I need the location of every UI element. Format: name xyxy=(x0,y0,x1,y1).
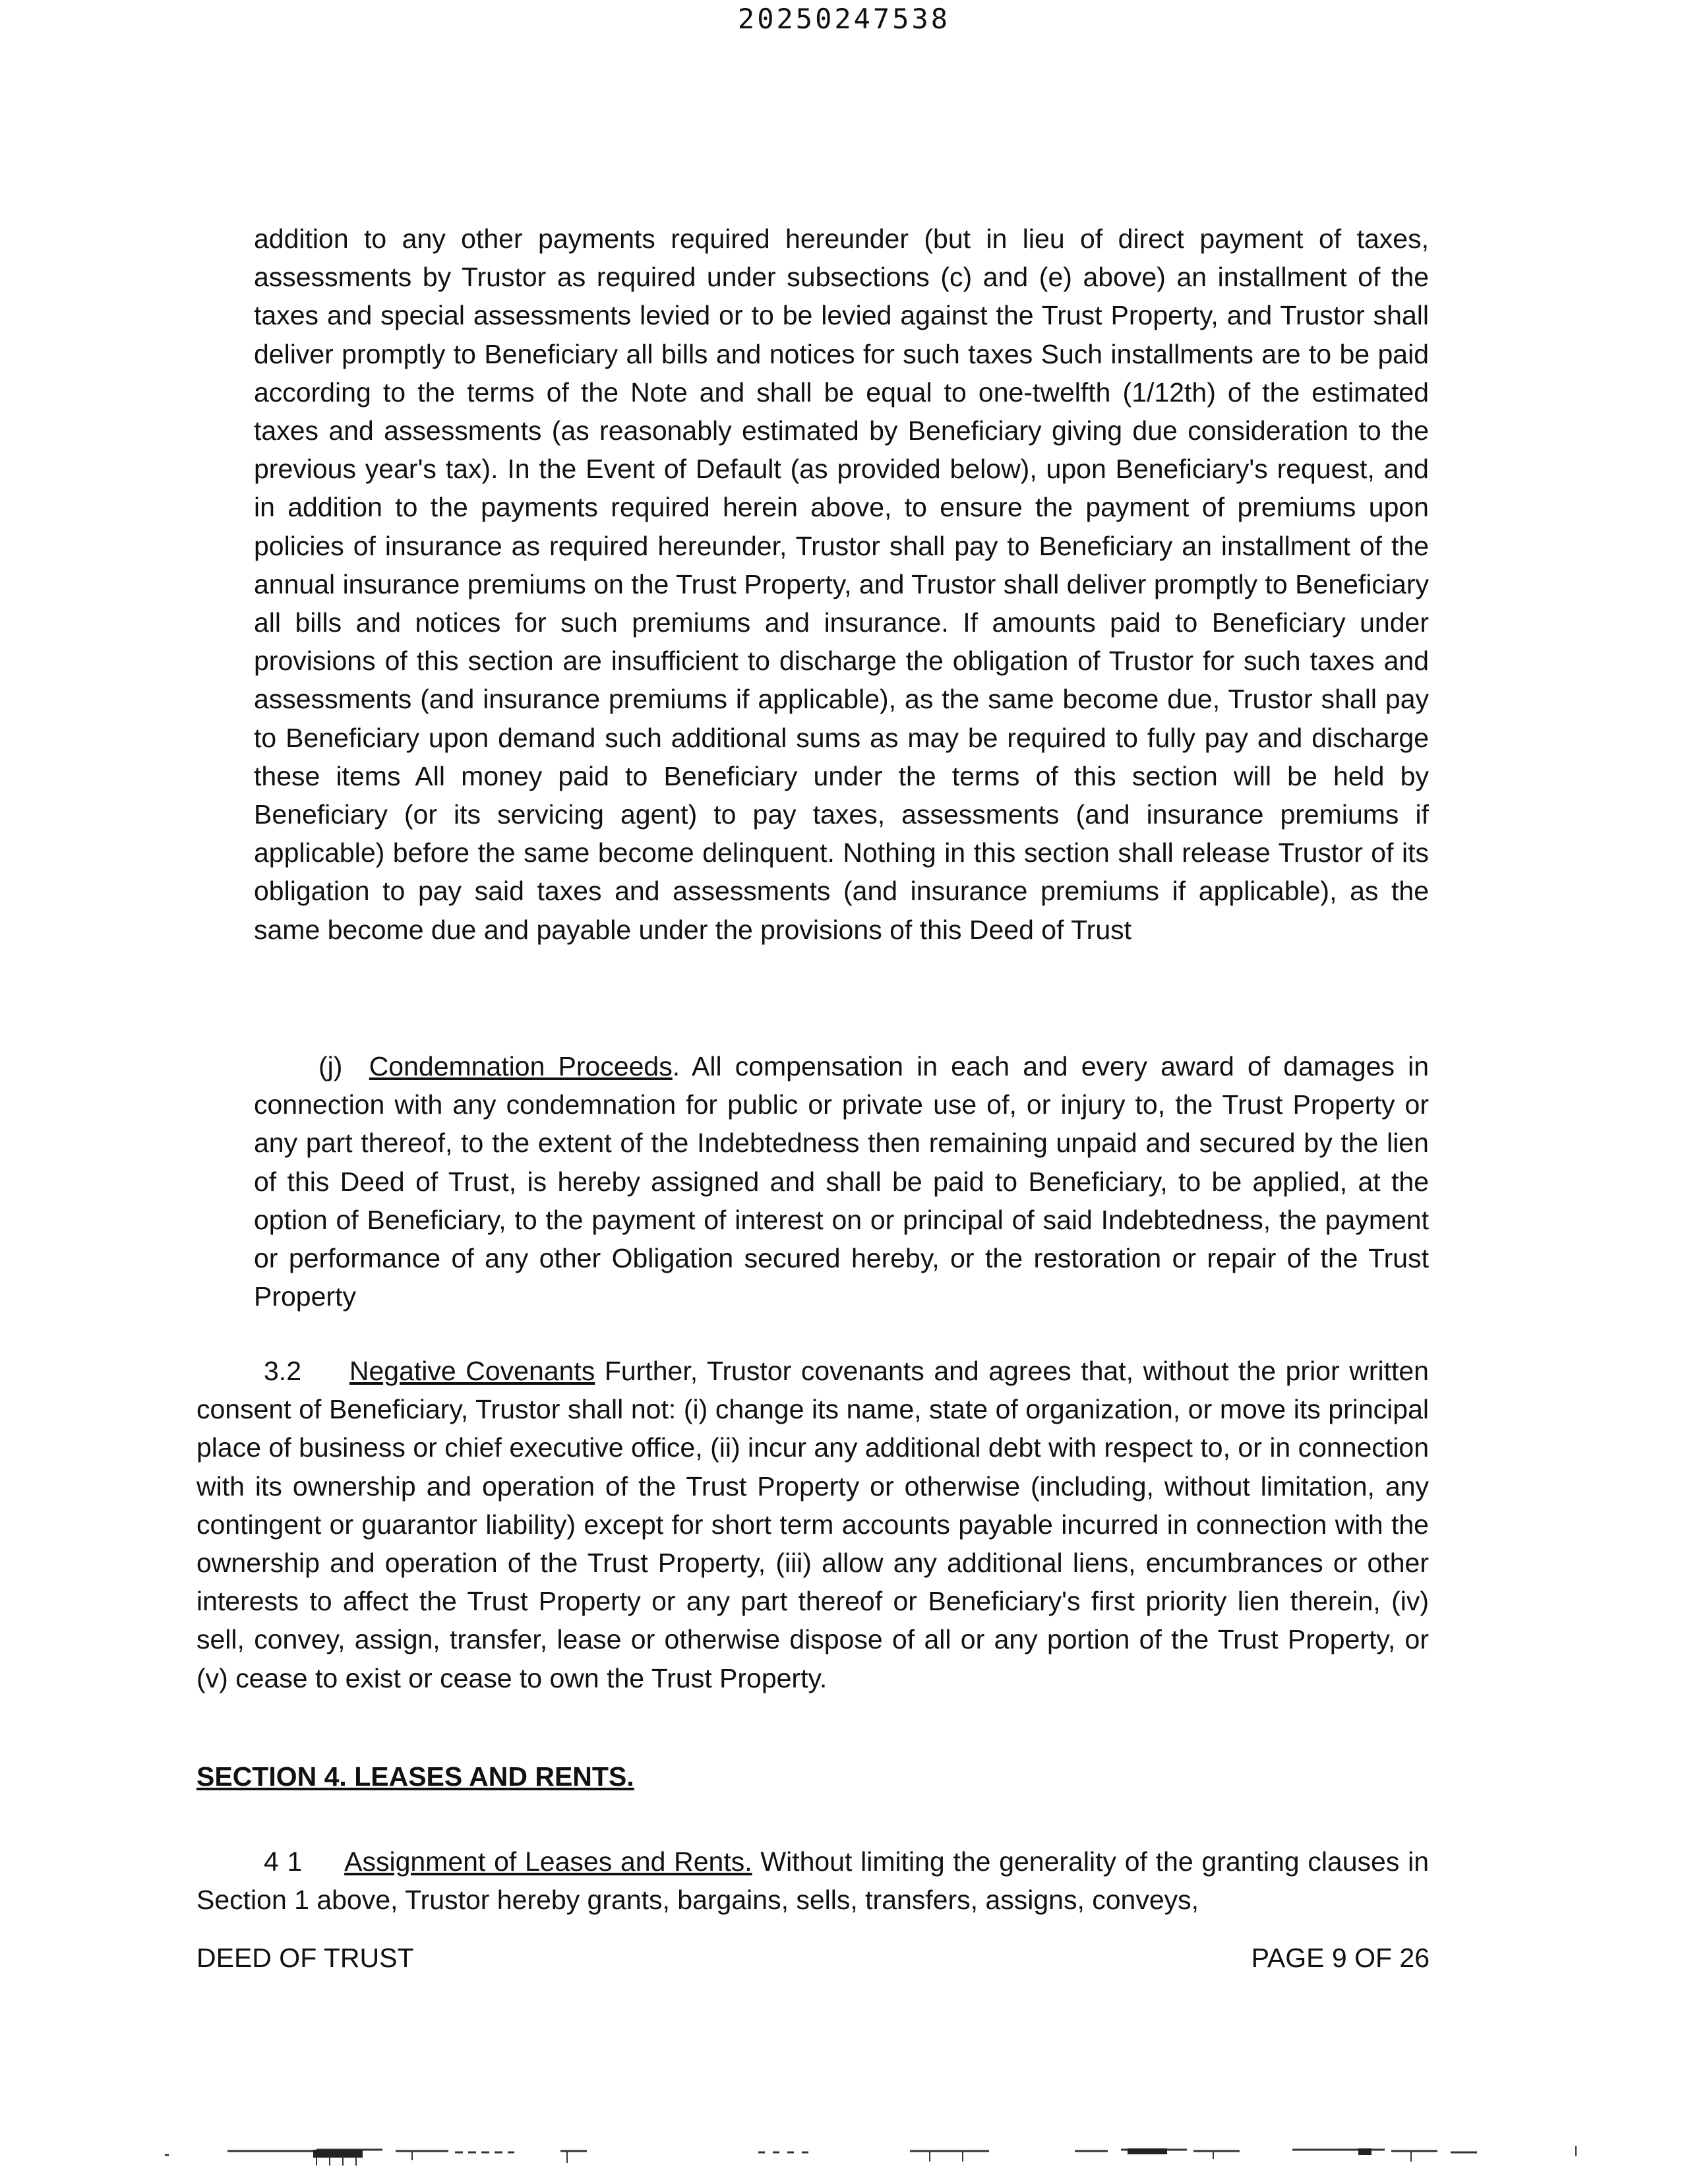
document-number: 20250247538 xyxy=(737,3,951,35)
paragraph-negative-covenants xyxy=(196,1352,1429,1697)
paragraph-condemnation xyxy=(254,1047,1429,1316)
section-heading: SECTION 4. LEASES AND RENTS. xyxy=(196,1761,634,1792)
assignment-title: Assignment of Leases and Rents. xyxy=(344,1846,752,1877)
footer-document-title: DEED OF TRUST xyxy=(196,1943,414,1973)
negative-covenants-number: 3.2 xyxy=(264,1356,301,1386)
condemnation-text: . All compensation in each and every award of damages in connection with any condemnation for public or private use of, or injury to, the Trust Property or any part thereof, to the extent of the Indebtedness then remaining unpaid and secured by the lien of this Deed of Trust, is hereby assigned and shall be paid to Beneficiary, to be applied, at the option of Beneficiary, to the payment of interest on or principal of said Indebtedness, the payment or performance of any other Obligation secured hereby, or the restoration or repair of the Trust Property xyxy=(254,1051,1429,1312)
assignment-number: 4 1 xyxy=(264,1846,303,1877)
negative-covenants-title: Negative Covenants xyxy=(349,1356,595,1386)
paragraph-assignment xyxy=(196,1842,1429,1919)
condemnation-label: (j) xyxy=(318,1051,343,1081)
footer-page-number: PAGE 9 OF 26 xyxy=(1251,1943,1430,1973)
negative-covenants-text: Further, Trustor covenants and agrees that, without the prior written consent of Beneficiary, Trustor shall not: (i) change its name, state of organization, or move its principal place of business or chief executive office, (ii) incur any additional debt with respect to, or in connection with its ownership and operation of the Trust Property or otherwise (including, without limitation, any contingent or guarantor liability) except for short term accounts payable incurred in connection with the ownership and operation of the Trust Property, (iii) allow any additional liens, encumbrances or other interests to affect the Trust Property or any part thereof or Beneficiary's first priority lien therein, (iv) sell, convey, assign, transfer, lease or otherwise dispose of all or any portion of the Trust Property, or (v) cease to exist or cease to own the Trust Property. xyxy=(196,1356,1429,1693)
assignment-text: Without limiting the generality of the granting clauses in Section 1 above, Trustor hereby grants, bargains, sells, transfers, assigns, conveys, xyxy=(196,1846,1429,1916)
condemnation-title: Condemnation Proceeds xyxy=(369,1051,673,1081)
scan-artifact-strip xyxy=(0,2137,1688,2176)
paragraph-taxes-insurance: addition to any other payments required hereunder (but in lieu of direct payment of taxes, assessments by Trustor as required under subsections (c) and (e) above) an installment of the taxes and special assessments levied or to be levied against the Trust Property, and Trustor shall deliver promptly to Beneficiary all bills and notices for such taxes Such installments are to be paid according to the terms of the Note and shall be equal to one-twelfth (1/12th) of the estimated taxes and assessments (as reasonably estimated by Beneficiary giving due consideration to the previous year's tax). In the Event of Default (as provided below), upon Beneficiary's request, and in addition to the payments required herein above, to ensure the payment of premiums upon policies of insurance as required hereunder, Trustor shall pay to Beneficiary an installment of the annual insurance premiums on the Trust Property, and Trustor shall deliver promptly to Beneficiary all bills and notices for such premiums and insurance. If amounts paid to Beneficiary under provisions of this section are insufficient to discharge the obligation of Trustor for such taxes and assessments (and insurance premiums if applicable), as the same become due, Trustor shall pay to Beneficiary upon demand such additional sums as may be required to fully pay and discharge these items All money paid to Beneficiary under the terms of this section will be held by Beneficiary (or its servicing agent) to pay taxes, assessments (and insurance premiums if applicable) before the same become delinquent. Nothing in this section shall release Trustor of its obligation to pay said taxes and assessments (and insurance premiums if applicable), as the same become due and payable under the provisions of this Deed of Trust xyxy=(254,224,1429,945)
